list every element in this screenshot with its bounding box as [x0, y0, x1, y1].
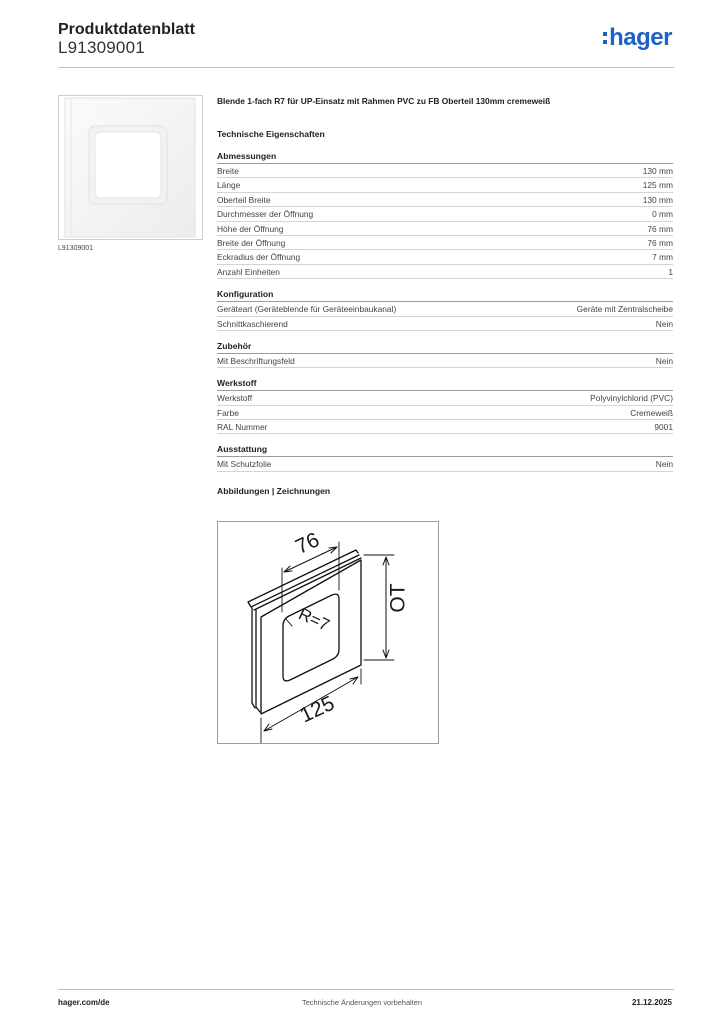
- figures-heading: Abbildungen | Zeichnungen: [217, 485, 331, 496]
- footer-website: hager.com/de: [58, 998, 110, 1007]
- product-title: Blende 1-fach R7 für UP-Einsatz mit Rahmen PVC zu FB Oberteil 130mm cremeweiß: [217, 96, 551, 106]
- spec-row: [217, 193, 673, 207]
- spec-row: [217, 391, 673, 405]
- spec-group-accessories: [217, 341, 673, 368]
- group-title: Werkstoff: [217, 378, 673, 391]
- brand-logo: [603, 26, 672, 50]
- spec-label: Schnittkaschierend: [217, 318, 288, 329]
- spec-label: Höhe der Öffnung: [217, 223, 284, 234]
- spec-group-dimensions: [217, 151, 673, 279]
- spec-label: Werkstoff: [217, 393, 253, 404]
- spec-label: Breite der Öffnung: [217, 237, 286, 248]
- spec-value: Geräte mit Zentralscheibe: [576, 304, 673, 315]
- group-title: Zubehör: [217, 341, 673, 354]
- footer-disclaimer: Technische Änderungen vorbehalten: [302, 998, 422, 1007]
- spec-value: 125 mm: [642, 180, 673, 191]
- image-caption: L91309001: [58, 245, 94, 252]
- spec-row: [217, 207, 673, 221]
- spec-label: Länge: [217, 180, 241, 191]
- spec-label: Mit Beschriftungsfeld: [217, 355, 295, 366]
- product-image: [58, 95, 203, 240]
- spec-label: Eckradius der Öffnung: [217, 252, 301, 263]
- header-divider: [58, 67, 674, 68]
- logo-dots-icon: [603, 32, 607, 44]
- spec-value: 1: [668, 266, 673, 277]
- spec-row: [217, 354, 673, 368]
- spec-value: Nein: [655, 459, 673, 470]
- footer-divider: [58, 989, 674, 990]
- spec-value: 76 mm: [647, 223, 673, 234]
- spec-value: Nein: [655, 318, 673, 329]
- spec-row: [217, 236, 673, 250]
- dimension-label-right: OT: [386, 583, 410, 613]
- technical-drawing: [217, 521, 439, 744]
- spec-row: [217, 457, 673, 471]
- spec-row: [217, 178, 673, 192]
- group-title: Abmessungen: [217, 151, 673, 164]
- spec-group-configuration: [217, 289, 673, 331]
- spec-row: [217, 222, 673, 236]
- spec-value: Nein: [655, 355, 673, 366]
- spec-value: 130 mm: [642, 166, 673, 176]
- footer-date: 21.12.2025: [631, 998, 672, 1007]
- spec-label: Mit Schutzfolie: [217, 459, 272, 470]
- logo-text: hager: [609, 24, 672, 51]
- spec-label: Oberteil Breite: [217, 194, 271, 205]
- spec-label: RAL Nummer: [217, 422, 268, 433]
- spec-row: [217, 302, 673, 316]
- dimension-label-bottom: 125: [296, 691, 339, 728]
- spec-row: [217, 406, 673, 420]
- spec-label: Geräteart (Geräteblende für Geräteeinbaukanal): [217, 304, 397, 315]
- spec-label: Farbe: [217, 407, 239, 418]
- dimension-label-top: 76: [292, 528, 323, 559]
- spec-value: Polyvinylchlorid (PVC): [590, 393, 673, 404]
- spec-row: [217, 265, 673, 279]
- product-frame-icon: [59, 96, 202, 239]
- spec-row: [217, 317, 673, 331]
- spec-group-equipment: [217, 444, 673, 471]
- spec-value: 76 mm: [647, 237, 673, 248]
- spec-group-material: [217, 378, 673, 434]
- spec-value: 130 mm: [642, 194, 673, 205]
- group-title: Konfiguration: [217, 289, 673, 302]
- technical-heading: Technische Eigenschaften: [217, 129, 325, 139]
- spec-value: 0 mm: [652, 209, 673, 220]
- spec-value: Cremeweiß: [630, 407, 673, 418]
- spec-value: 7 mm: [652, 252, 673, 263]
- spec-label: Breite: [217, 166, 239, 176]
- spec-value: 9001: [654, 422, 673, 433]
- spec-label: Durchmesser der Öffnung: [217, 209, 314, 220]
- article-number: L91309001: [58, 38, 145, 57]
- spec-content: [217, 96, 673, 496]
- dimension-label-radius: R=7: [295, 604, 333, 635]
- spec-row: [217, 250, 673, 264]
- spec-row: [217, 420, 673, 434]
- spec-row: [217, 164, 673, 178]
- page-title: Produktdatenblatt: [58, 21, 195, 38]
- spec-label: Anzahl Einheiten: [217, 266, 280, 277]
- group-title: Ausstattung: [217, 444, 673, 457]
